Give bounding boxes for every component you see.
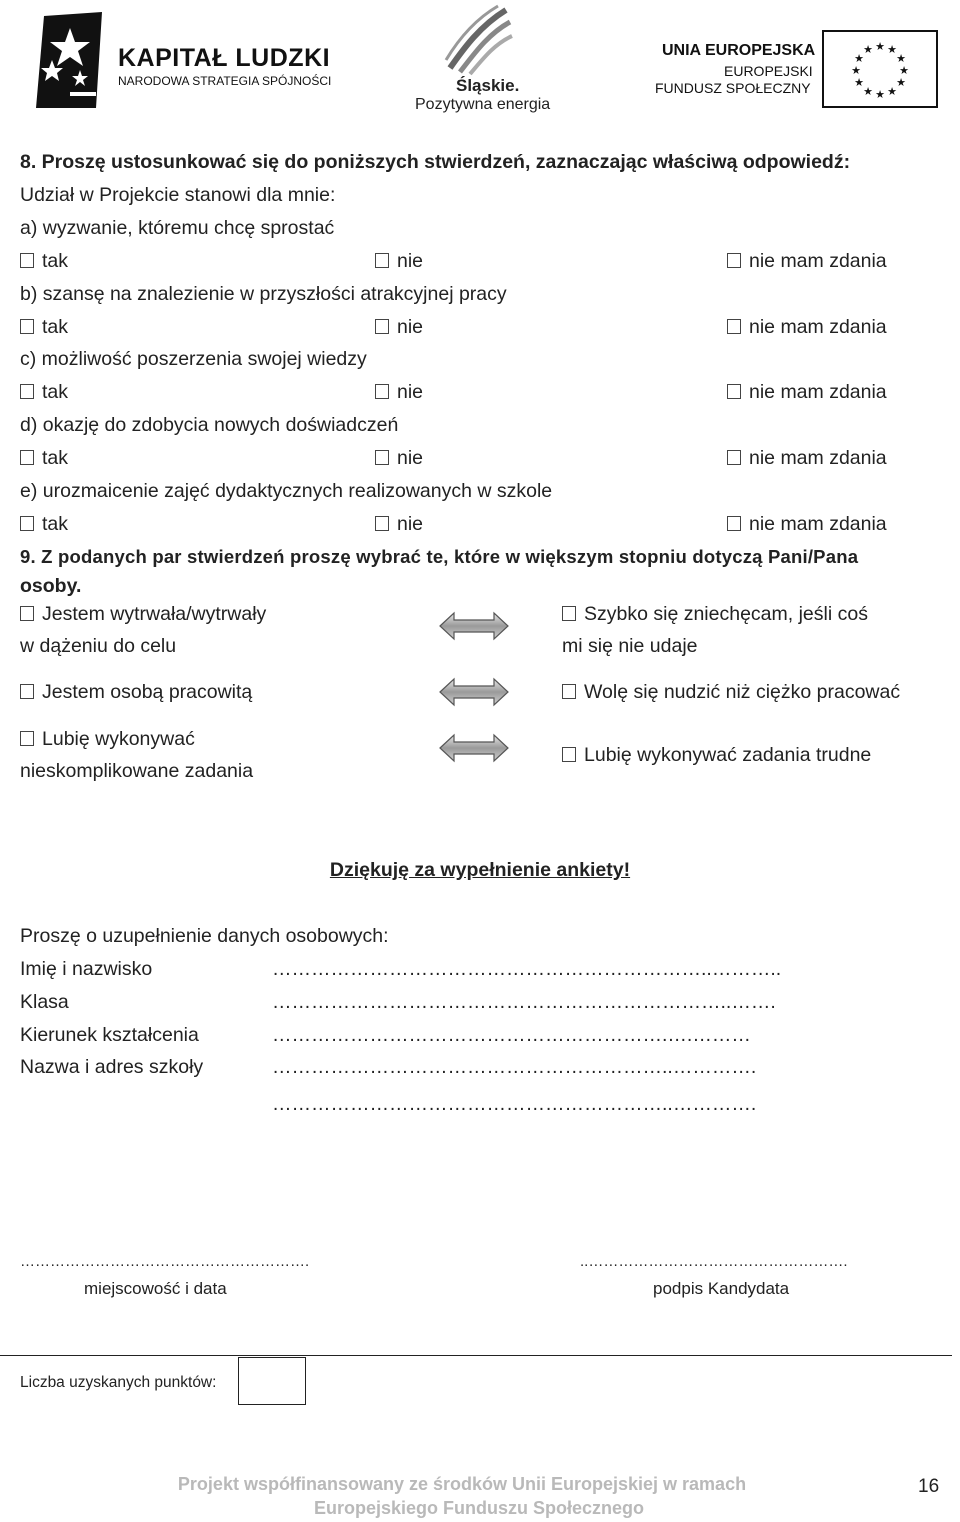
points-box[interactable] [238, 1357, 306, 1405]
points-label: Liczba uzyskanych punktów: [20, 1374, 217, 1391]
svg-text:★: ★ [854, 52, 864, 65]
option-nie[interactable]: nie [375, 512, 423, 536]
checkbox[interactable] [375, 516, 389, 531]
svg-text:★: ★ [851, 64, 861, 77]
checkbox[interactable] [20, 253, 34, 268]
pair-right-option[interactable]: Lubię wykonywać zadania trudne [562, 743, 871, 767]
eu-line3: FUNDUSZ SPOŁECZNY [655, 80, 811, 96]
checkbox[interactable] [20, 319, 34, 334]
eu-flag-icon [822, 30, 938, 108]
pair-left-continuation: nieskomplikowane zadania [20, 760, 254, 782]
field-label: Imię i nazwisko [20, 958, 153, 980]
pair-right-option[interactable]: Szybko się zniechęcam, jeśli coś [562, 602, 868, 626]
double-arrow-icon [438, 732, 510, 764]
checkbox[interactable] [727, 384, 741, 399]
q8-item-label: c) możliwość poszerzenia swojej wiedzy [20, 348, 367, 370]
slaskie-name: Śląskie. [456, 76, 520, 95]
place-date-label: miejscowość i data [84, 1279, 227, 1298]
school-address-field[interactable]: ……………………………………………………..…………. [272, 1056, 757, 1078]
double-arrow-icon [438, 610, 510, 642]
checkbox[interactable] [375, 450, 389, 465]
checkbox[interactable] [375, 384, 389, 399]
divider [0, 1355, 952, 1356]
svg-text:★: ★ [887, 85, 897, 98]
option-tak[interactable]: tak [20, 315, 68, 339]
checkbox[interactable] [727, 253, 741, 268]
q8-item-label: b) szansę na znalezienie w przyszłości atrakcyjnej pracy [20, 283, 507, 305]
field-label: Nazwa i adres szkoły [20, 1056, 204, 1078]
svg-text:★: ★ [887, 43, 897, 56]
slaskie-logo [440, 4, 516, 76]
kapital-ludzki-logo [30, 10, 110, 110]
svg-text:★: ★ [896, 52, 906, 65]
option-tak[interactable]: tak [20, 446, 68, 470]
option-tak[interactable]: tak [20, 249, 68, 273]
field-label: Kierunek kształcenia [20, 1024, 199, 1046]
name-field[interactable]: …………………………………………………………..……….. [272, 958, 782, 980]
option-tak[interactable]: tak [20, 380, 68, 404]
page-number: 16 [918, 1476, 940, 1497]
option-tak[interactable]: tak [20, 512, 68, 536]
pair-left-continuation: w dążeniu do celu [20, 635, 177, 657]
q8-item-label: d) okazję do zdobycia nowych doświadczeń [20, 414, 399, 436]
eu-line1: UNIA EUROPEJSKA [662, 42, 816, 59]
footer-line2: Europejskiego Funduszu Społecznego [313, 1498, 645, 1518]
checkbox[interactable] [562, 747, 576, 762]
checkbox[interactable] [20, 684, 34, 699]
q8-intro: Udział w Projekcie stanowi dla mnie: [20, 184, 336, 206]
signature-field[interactable]: ..……………………………………………. [580, 1253, 848, 1270]
place-date-field[interactable]: …………………………………………………. [20, 1253, 310, 1270]
q8-item-label: a) wyzwanie, któremu chcę sprostać [20, 217, 335, 239]
svg-text:★: ★ [899, 64, 909, 77]
checkbox[interactable] [375, 319, 389, 334]
svg-text:★: ★ [875, 88, 885, 101]
signature-label: podpis Kandydata [653, 1279, 790, 1298]
checkbox[interactable] [562, 684, 576, 699]
checkbox[interactable] [727, 450, 741, 465]
pair-right-continuation: mi się nie udaje [562, 635, 698, 657]
svg-text:★: ★ [854, 76, 864, 89]
pair-left-option[interactable]: Jestem osobą pracowitą [20, 680, 252, 704]
checkbox[interactable] [20, 384, 34, 399]
footer-line1: Projekt współfinansowany ze środków Unii Europejskiej w ramach [177, 1474, 747, 1494]
svg-text:★: ★ [875, 40, 885, 53]
svg-text:★: ★ [863, 85, 873, 98]
slaskie-tagline: Pozytywna energia [415, 96, 551, 113]
pair-left-option[interactable]: Lubię wykonywać [20, 727, 195, 751]
option-nie[interactable]: nie [375, 249, 423, 273]
pair-left-option[interactable]: Jestem wytrwała/wytrwały [20, 602, 266, 626]
svg-text:★: ★ [896, 76, 906, 89]
option-nie-mam-zdania[interactable]: nie mam zdania [727, 249, 887, 273]
eu-line2: EUROPEJSKI [724, 63, 813, 79]
kl-title: KAPITAŁ LUDZKI [118, 44, 331, 72]
checkbox[interactable] [20, 450, 34, 465]
option-nie[interactable]: nie [375, 380, 423, 404]
q8-title: 8. Proszę ustosunkować się do poniższych stwierdzeń, zaznaczając właściwą odpowiedź: [20, 151, 851, 173]
class-field[interactable]: ……………………………………………………………..……. [272, 991, 776, 1013]
field-of-study-field[interactable]: …………………………………………………….….……… [272, 1024, 751, 1046]
option-nie[interactable]: nie [375, 446, 423, 470]
field-label: Klasa [20, 991, 69, 1013]
personal-heading: Proszę o uzupełnienie danych osobowych: [20, 925, 389, 947]
checkbox[interactable] [375, 253, 389, 268]
option-nie-mam-zdania[interactable]: nie mam zdania [727, 446, 887, 470]
option-nie[interactable]: nie [375, 315, 423, 339]
pair-right-option[interactable]: Wolę się nudzić niż ciężko pracować [562, 680, 900, 704]
double-arrow-icon [438, 676, 510, 708]
kl-subtitle: NARODOWA STRATEGIA SPÓJNOŚCI [118, 74, 332, 88]
school-address-field-continued[interactable]: ……………………………………………………..…………. [272, 1093, 757, 1115]
q9-title-line1: 9. Z podanych par stwierdzeń proszę wybrać te, które w większym stopniu dotyczą Pani/Pana [20, 546, 859, 567]
checkbox[interactable] [562, 606, 576, 621]
thanks-message: Dziękuję za wypełnienie ankiety! [329, 859, 631, 881]
checkbox[interactable] [20, 731, 34, 746]
q8-item-label: e) urozmaicenie zajęć dydaktycznych realizowanych w szkole [20, 480, 553, 502]
option-nie-mam-zdania[interactable]: nie mam zdania [727, 512, 887, 536]
option-nie-mam-zdania[interactable]: nie mam zdania [727, 380, 887, 404]
checkbox[interactable] [727, 516, 741, 531]
q9-title-line2: osoby. [20, 575, 82, 597]
option-nie-mam-zdania[interactable]: nie mam zdania [727, 315, 887, 339]
checkbox[interactable] [727, 319, 741, 334]
checkbox[interactable] [20, 606, 34, 621]
checkbox[interactable] [20, 516, 34, 531]
svg-text:★: ★ [863, 43, 873, 56]
